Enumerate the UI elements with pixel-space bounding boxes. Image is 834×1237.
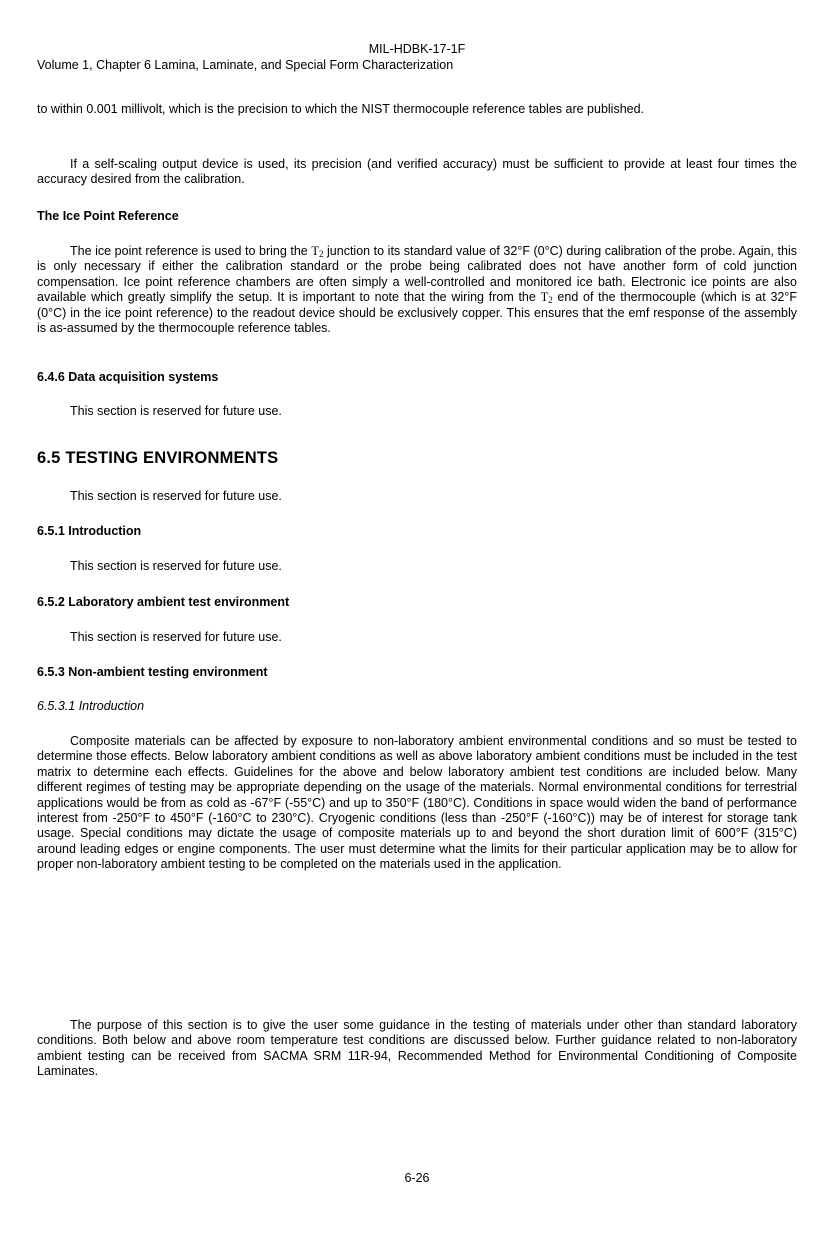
heading-6-5-3-1: 6.5.3.1 Introduction xyxy=(37,699,145,713)
chapter-subtitle: Volume 1, Chapter 6 Lamina, Laminate, and Special Form Characterization xyxy=(37,58,454,72)
heading-6-5-3: 6.5.3 Non-ambient testing environment xyxy=(37,665,268,679)
heading-6-4-6: 6.4.6 Data acquisition systems xyxy=(37,370,219,384)
reserved-text-651: This section is reserved for future use. xyxy=(70,559,282,573)
heading-6-5: 6.5 TESTING ENVIRONMENTS xyxy=(37,449,279,467)
heading-6-5-2: 6.5.2 Laboratory ambient test environment xyxy=(37,595,290,609)
reserved-text-65: This section is reserved for future use. xyxy=(70,489,282,503)
paragraph-purpose: The purpose of this section is to give the user some guidance in the testing of materials under other than standard laboratory conditions. Both below and above room temperature test conditions are discussed below. Further guidance related to non-laboratory ambient testing can be received from SACMA SRM 11R-94, Recommended Method for Environmental Conditioning of Composite Laminates. xyxy=(37,1018,797,1079)
page-number: 6-26 xyxy=(404,1171,430,1185)
paragraph-ice-point: The ice point reference is used to bring the $T_2$ junction to its standard value of 32°F (0°C) during calibration of the probe. Again, this is only necessary if either the calibration standard or the probe being calibrated does not have another form of cold junction compensation. Ice point reference chambers are often simply a well-controlled and monitored ice bath. Electronic ice points are also available which greatly simplify the setup. It is important to note that the wiring from the $T_2$ end of the thermocouple (which is at 32°F (0°C) in the ice point reference) to the readout device should be exclusively copper. This ensures that the emf response of the assembly is as-assumed by the thermocouple reference tables. xyxy=(37,244,797,336)
paragraph-self-scaling: If a self-scaling output device is used, its precision (and verified accuracy) must be sufficient to provide at least four times the accuracy desired from the calibration. xyxy=(37,157,797,187)
reserved-text-652: This section is reserved for future use. xyxy=(70,630,282,644)
paragraph-composite-materials: Composite materials can be affected by exposure to non-laboratory ambient environmental conditions and so must be tested to determine those effects. Below laboratory ambient conditions as well as above laboratory ambient conditions must be included in the test matrix to determine each effects. Guidelines for the above and below laboratory ambient test conditions are included below. Many different regimes of testing may be appropriate depending on the usage of the materials. Normal environmental conditions for terrestrial applications would be from as cold as -67°F (-55°C) and up to 350°F (180°C). Conditions in space would widen the band of performance interest from -250°F to 450°F (-160°C to 230°C). Cryogenic conditions (less than -250°F (-160°C)) may be of interest for storage tank usage. Special conditions may dictate the usage of composite materials up to and beyond the short duration limit of 600°F (315°C) around leading edges or engine components. The user must determine what the limits for their particular application may be to allow for proper non-laboratory ambient testing to be completed on the materials used in the application. xyxy=(37,734,797,872)
paragraph-continuation: to within 0.001 millivolt, which is the precision to which the NIST thermocouple reference tables are published. xyxy=(37,102,645,116)
heading-ice-point-reference: The Ice Point Reference xyxy=(37,209,179,223)
reserved-text-646: This section is reserved for future use. xyxy=(70,404,282,418)
document-id: MIL-HDBK-17-1F xyxy=(368,42,466,56)
heading-6-5-1: 6.5.1 Introduction xyxy=(37,524,142,538)
